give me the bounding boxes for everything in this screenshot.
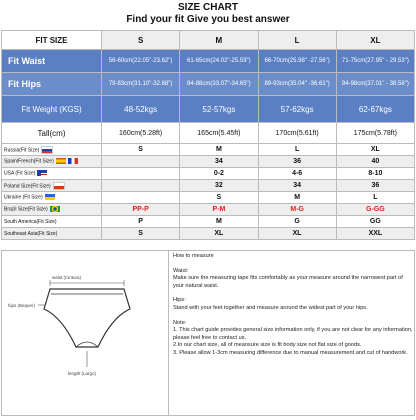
- hips-s: 79-83cm(31.10"-32.68"): [102, 73, 180, 96]
- size-s: S: [102, 31, 180, 50]
- hips-row: [2, 73, 415, 96]
- tall-l: 170cm(5.61ft): [258, 123, 336, 144]
- region-cell: 8-10: [336, 168, 414, 180]
- region-label: Ukraine (Fit Size): [4, 194, 43, 201]
- region-row-poland: [2, 180, 415, 192]
- poland-flag-icon: [53, 182, 65, 190]
- region-row-spain-france: [2, 156, 415, 168]
- waist-text: Make sure the measuring tape fits comfortably as your measure around the narrowest part of your natural waist.: [173, 275, 403, 289]
- note-2: 2.In our chart size, all of meansure size is fit body size not flat size of goods.: [173, 342, 362, 349]
- hips-m: 84-88cm(33.07"-34.65"): [180, 73, 258, 96]
- region-row-russia: [2, 144, 415, 156]
- region-cell: XL: [258, 228, 336, 240]
- size-m: M: [180, 31, 258, 50]
- hips-diagram-label: hips (Bequer): [8, 303, 36, 308]
- region-row-south-america: [2, 216, 415, 228]
- region-cell: 0-2: [180, 168, 258, 180]
- weight-row: [2, 96, 415, 123]
- region-cell: G-GG: [336, 204, 414, 216]
- region-cell: [102, 168, 180, 180]
- region-label: Spain/French(Fit Size): [4, 158, 54, 165]
- region-cell: L: [258, 144, 336, 156]
- size-l: L: [258, 31, 336, 50]
- waist-title: Waist:: [173, 267, 189, 274]
- hips-label: Fit Hips: [2, 73, 102, 96]
- tall-s: 160cm(5.28ft): [102, 123, 180, 144]
- region-cell: M-G: [258, 204, 336, 216]
- region-cell: XXL: [336, 228, 414, 240]
- note-title: Note:: [173, 319, 187, 326]
- hips-text: Stand with your feet together and measure around the widest part of your hips.: [173, 304, 368, 311]
- region-label: South America(Fit Size): [4, 218, 57, 225]
- brazil-flag-icon: [50, 206, 60, 212]
- header-row: [2, 31, 415, 50]
- page-subtitle: Find your fit Give you best answer: [126, 14, 290, 25]
- region-row-southeast-asia: [2, 228, 415, 240]
- waist-row: [2, 50, 415, 73]
- region-cell: [102, 180, 180, 192]
- note-1: 1. This chart guide provides general size information only, if you are not clear for any information, please feel free to contact us.: [173, 327, 413, 341]
- ukraine-flag-icon: [45, 194, 55, 200]
- region-row-brazil: [2, 204, 415, 216]
- region-label: Southeast Asia(Fit Size): [4, 230, 58, 237]
- weight-s: 48-52kgs: [102, 96, 180, 123]
- region-cell: [102, 156, 180, 168]
- region-cell: 34: [258, 180, 336, 192]
- header-label: FIT SIZE: [2, 31, 102, 50]
- region-cell: [102, 192, 180, 204]
- region-cell: 40: [336, 156, 414, 168]
- region-cell: XL: [180, 228, 258, 240]
- tall-m: 165cm(5.45ft): [180, 123, 258, 144]
- waist-xl: 71-75cm(27.95" - 29.53"): [336, 50, 414, 73]
- region-cell: 32: [180, 180, 258, 192]
- region-cell: P: [102, 216, 180, 228]
- weight-m: 52-57kgs: [180, 96, 258, 123]
- waist-diagram-label: waist (Cintura): [52, 275, 82, 280]
- region-cell: 4-6: [258, 168, 336, 180]
- waist-l: 66-70cm(25.98" -27.56"): [258, 50, 336, 73]
- waist-m: 61-65cm(24.02"-25.59"): [180, 50, 258, 73]
- tall-label: Tall(cm): [2, 123, 102, 144]
- size-chart: [0, 2, 416, 418]
- region-label: Russia(Fit Size): [4, 146, 40, 153]
- region-cell: L: [336, 192, 414, 204]
- region-cell: GG: [336, 216, 414, 228]
- page-title: SIZE CHART: [178, 2, 238, 13]
- region-cell: P-M: [180, 204, 258, 216]
- weight-label: Fit Weight (KGS): [2, 96, 102, 123]
- region-row-ukraine: [2, 192, 415, 204]
- measure-instructions: [173, 253, 413, 358]
- measure-heading: How to measure: [173, 253, 214, 259]
- tall-row: [2, 123, 415, 144]
- region-cell: 34: [180, 156, 258, 168]
- underwear-diagram-icon: [2, 251, 168, 415]
- region-label: USA (Fit Size): [4, 170, 36, 177]
- waist-label: Fit Waist: [2, 50, 102, 73]
- weight-xl: 62-67kgs: [336, 96, 414, 123]
- region-label: Poland Size(Fit Size): [4, 182, 51, 189]
- region-cell: 36: [336, 180, 414, 192]
- weight-l: 57-62kgs: [258, 96, 336, 123]
- region-cell: S: [102, 228, 180, 240]
- region-cell: XL: [336, 144, 414, 156]
- region-row-usa: [2, 168, 415, 180]
- france-flag-icon: [68, 158, 78, 164]
- measurement-diagram: [2, 251, 169, 415]
- note-3: 3. Please allow 1-3cm measuring difference due to manual measurement and cut of handwork.: [173, 349, 408, 356]
- usa-flag-icon: [37, 170, 47, 176]
- region-cell: M: [180, 216, 258, 228]
- region-cell: M: [258, 192, 336, 204]
- region-cell: S: [180, 192, 258, 204]
- russia-flag-icon: [41, 146, 53, 154]
- region-label: Brazil Size(Fit Size): [4, 206, 48, 213]
- region-cell: S: [102, 144, 180, 156]
- size-table: [1, 30, 415, 240]
- region-cell: M: [180, 144, 258, 156]
- size-xl: XL: [336, 31, 414, 50]
- spain-flag-icon: [56, 158, 66, 164]
- hips-l: 89-93cm(35.04" -36.61"): [258, 73, 336, 96]
- info-panel: [1, 250, 415, 416]
- tall-xl: 175cm(5.78ft): [336, 123, 414, 144]
- briefs-shape: [44, 289, 130, 347]
- hips-title: Hips:: [173, 297, 186, 304]
- region-cell: 36: [258, 156, 336, 168]
- length-diagram-label: length (Largo): [68, 371, 97, 376]
- waist-s: 56-60cm(22.05"-23.62"): [102, 50, 180, 73]
- hips-xl: 94-98cm(37.01" - 38.58"): [336, 73, 414, 96]
- region-cell: G: [258, 216, 336, 228]
- region-cell: PP-P: [102, 204, 180, 216]
